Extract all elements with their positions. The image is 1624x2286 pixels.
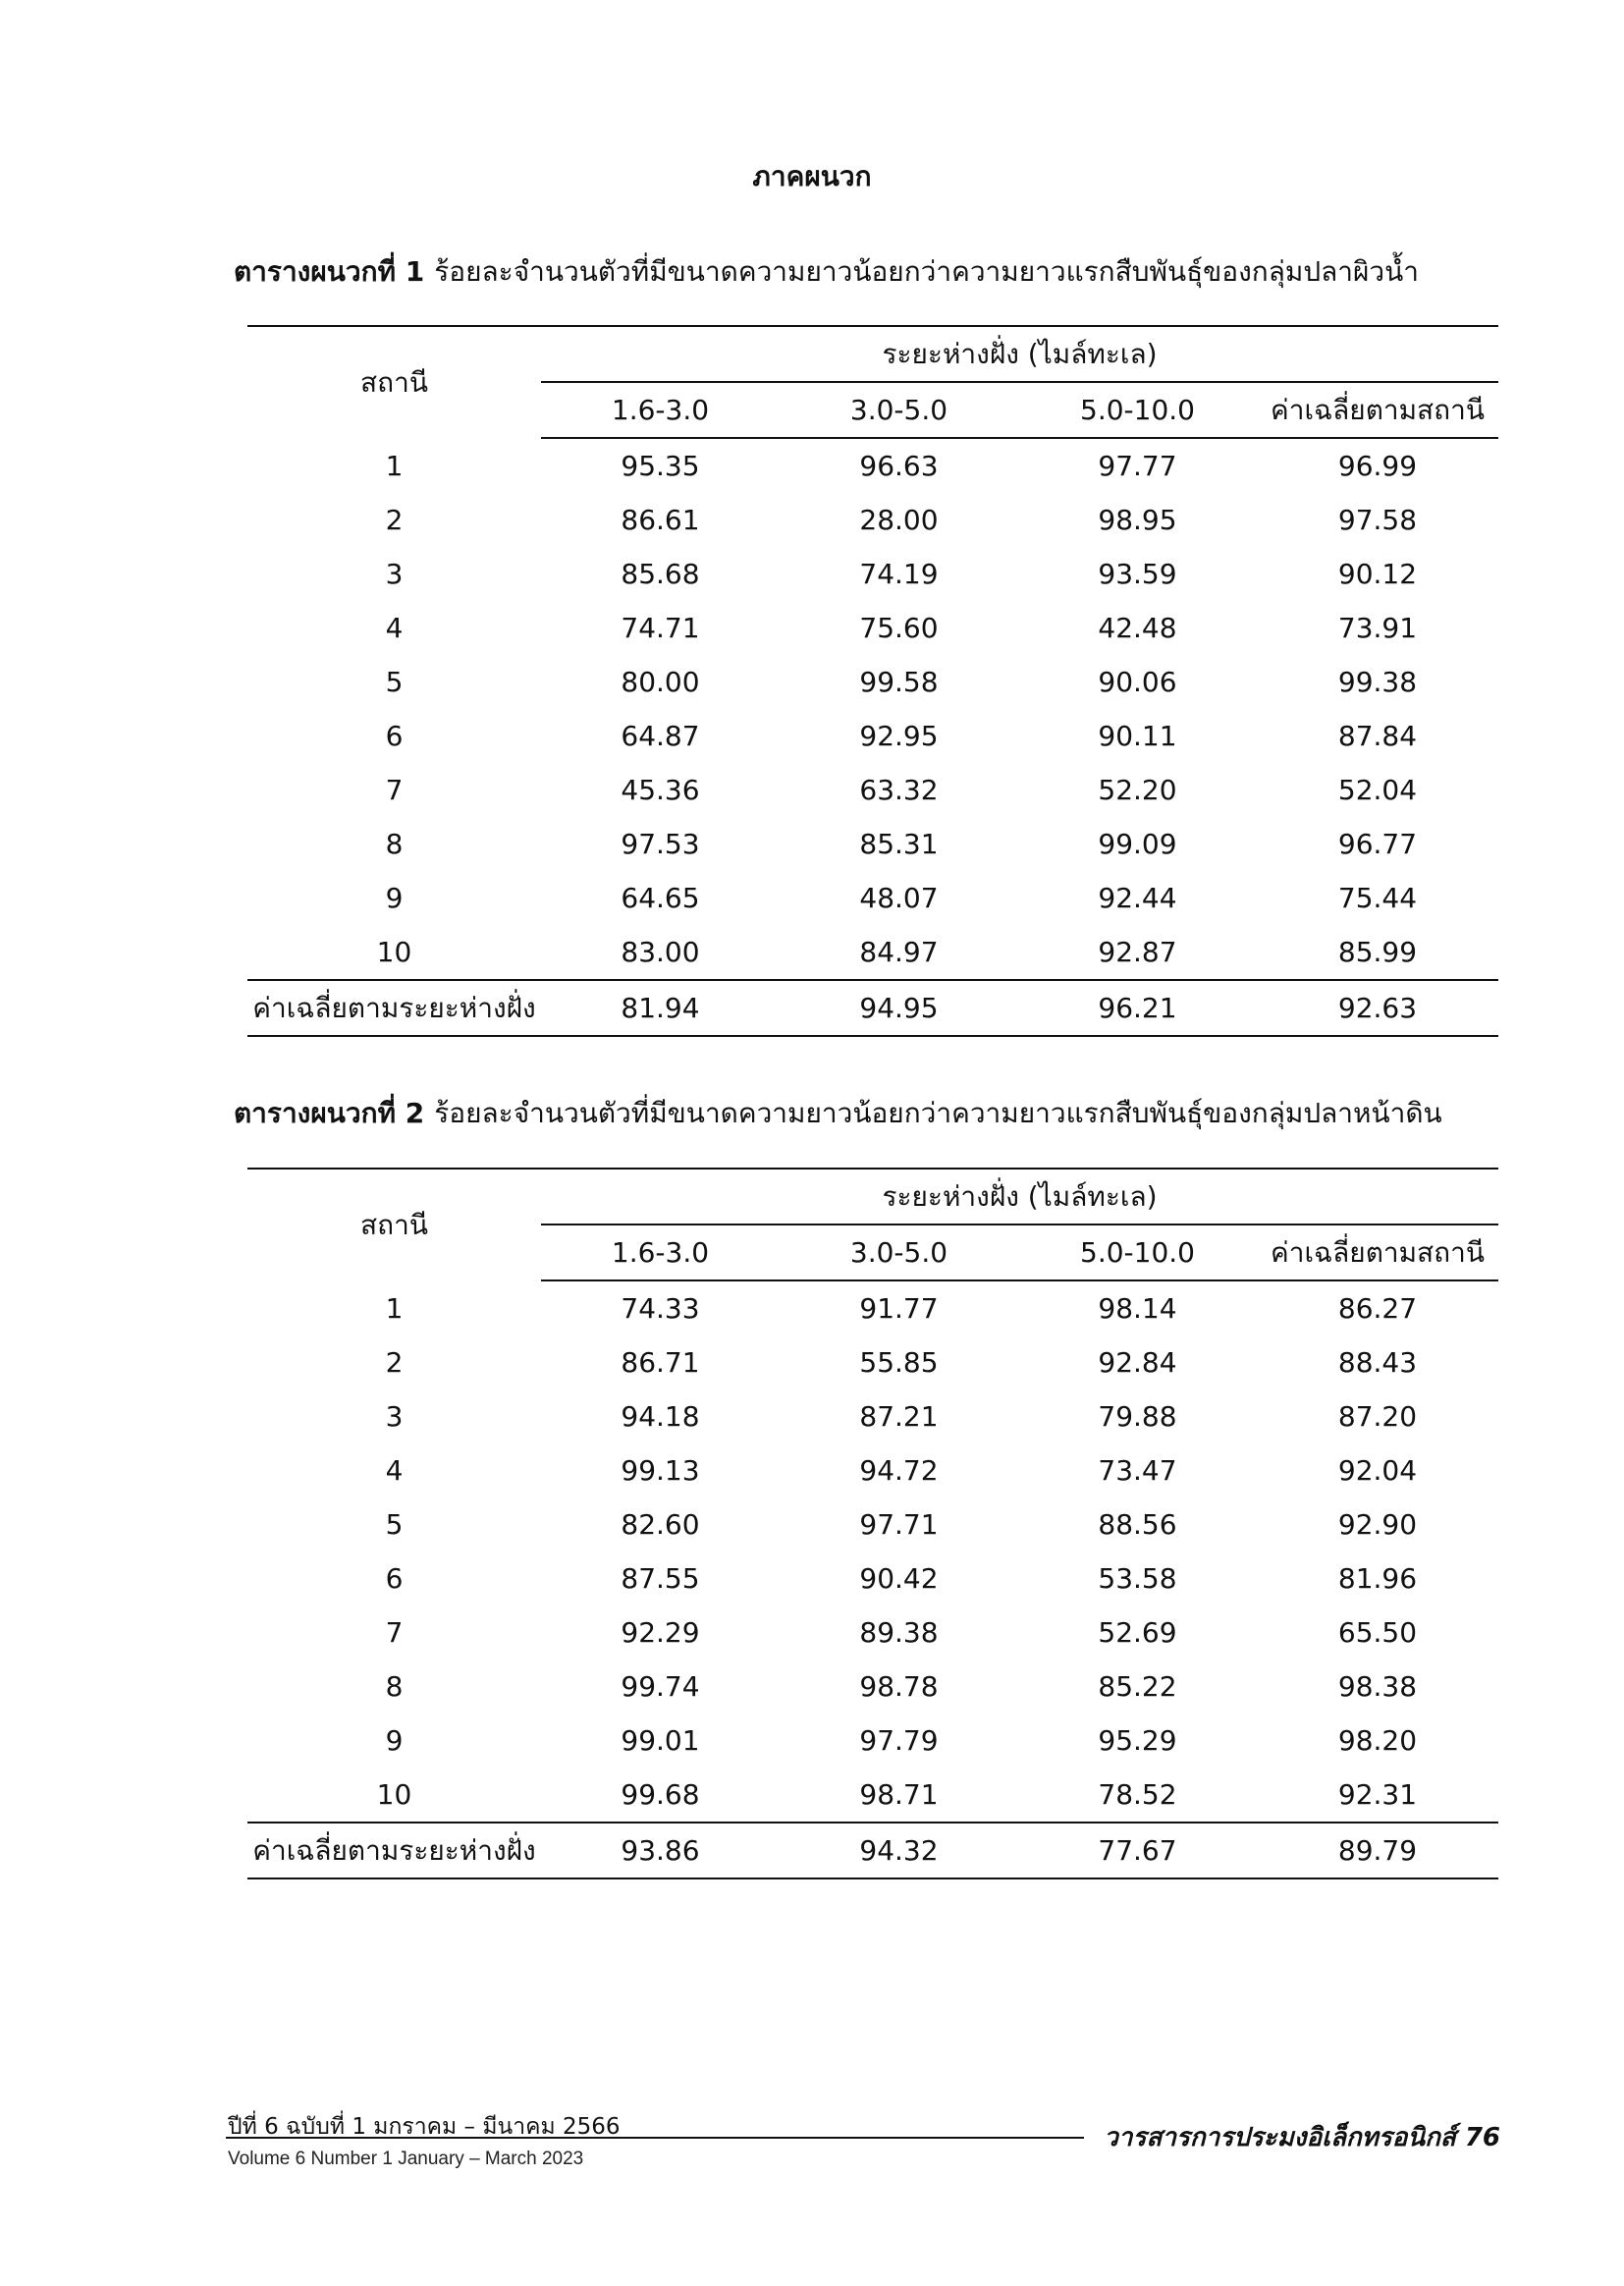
page-number: 76 [1464,2123,1500,2152]
table-1 [247,325,1498,1037]
average-row-label: ค่าเฉลี่ยตามระยะห่างฝั่ง [247,1823,541,1878]
column-header: ค่าเฉลี่ยตามสถานี [1257,1225,1498,1280]
table-cell: 92.29 [621,1616,700,1649]
table-cell: 94.18 [621,1400,700,1433]
table-cell: 99.13 [621,1454,700,1487]
station-number: 7 [385,1616,404,1649]
table-cell: 98.20 [1337,1724,1418,1757]
station-number: 2 [385,1346,404,1379]
table-cell: 94.95 [780,980,1018,1036]
table-cell: 85.68 [621,558,700,590]
column-header: 5.0-10.0 [1018,382,1257,438]
station-number: 3 [385,558,404,590]
table-cell: 77.67 [1018,1823,1257,1878]
table-cell: 45.36 [621,774,700,806]
station-number: 4 [385,612,404,644]
table-row [247,1497,1498,1551]
station-number: 5 [385,1508,404,1541]
table-cell: 85.99 [1337,936,1418,968]
appendix-heading: ภาคผนวก [752,160,872,192]
table-cell: 89.79 [1257,1823,1498,1878]
station-number: 3 [385,1400,404,1433]
table-cell: 93.59 [1098,558,1177,590]
table-cell: 90.06 [1098,666,1177,698]
column-header: 1.6-3.0 [541,1225,780,1280]
table-cell: 98.71 [859,1778,939,1811]
station-number: 7 [385,774,404,806]
table-cell: 52.69 [1098,1616,1177,1649]
table-row [247,1335,1498,1389]
table-cell: 96.77 [1337,828,1418,860]
station-number: 8 [385,828,404,860]
column-header: 3.0-5.0 [780,382,1018,438]
table-cell: 85.22 [1098,1670,1177,1703]
table-cell: 63.32 [859,774,939,806]
table-cell: 75.44 [1337,882,1418,914]
table-cell: 96.99 [1337,450,1418,482]
table-cell: 83.00 [621,936,700,968]
table-cell: 78.52 [1098,1778,1177,1811]
table-cell: 90.11 [1098,720,1177,752]
table-cell: 74.19 [859,558,939,590]
column-header: 1.6-3.0 [541,382,780,438]
table-cell: 99.68 [621,1778,700,1811]
table-2 [247,1168,1498,1879]
table-cell: 98.78 [859,1670,939,1703]
table-row [247,1660,1498,1714]
table-cell: 81.96 [1337,1562,1418,1595]
station-header: สถานี [247,1169,541,1280]
column-header: ค่าเฉลี่ยตามสถานี [1257,382,1498,438]
table-row [247,1551,1498,1606]
table-row [247,1768,1498,1823]
table-cell: 55.85 [859,1346,939,1379]
table-cell: 99.01 [621,1724,700,1757]
table-cell: 99.09 [1098,828,1177,860]
table-cell: 93.86 [541,1823,780,1878]
table-cell: 28.00 [859,504,939,536]
station-number: 9 [385,1724,404,1757]
table-cell: 92.95 [859,720,939,752]
table-row [247,547,1498,601]
table-row [247,1280,1498,1335]
table-cell: 92.04 [1337,1454,1418,1487]
table-2-caption-text: ร้อยละจำนวนตัวที่มีขนาดความยาวน้อยกว่าความยาวแรกสืบพันธุ์ของกลุ่มปลาหน้าดิน [434,1097,1442,1129]
table-cell: 94.32 [780,1823,1018,1878]
table-cell: 64.87 [621,720,700,752]
table-cell: 97.77 [1098,450,1177,482]
station-number: 1 [385,449,404,482]
table-cell: 98.95 [1098,504,1177,536]
table-cell: 86.71 [621,1346,700,1379]
average-row-label: ค่าเฉลี่ยตามระยะห่างฝั่ง [247,980,541,1036]
station-number: 10 [376,1778,412,1811]
table-2-caption [234,1092,1510,1135]
table-row [247,763,1498,817]
column-header: 5.0-10.0 [1018,1225,1257,1280]
distance-group-header: ระยะห่างฝั่ง (ไมล์ทะเล) [541,326,1498,382]
station-number: 10 [376,936,412,968]
table-cell: 92.31 [1337,1778,1418,1811]
station-number: 6 [385,1562,404,1595]
table-row [247,1606,1498,1660]
station-number: 2 [385,504,404,536]
table-cell: 84.97 [859,936,939,968]
table-cell: 97.71 [859,1508,939,1541]
table-cell: 94.72 [859,1454,939,1487]
table-cell: 73.91 [1337,612,1418,644]
station-number: 9 [385,882,404,914]
table-cell: 74.33 [621,1292,700,1325]
table-cell: 96.63 [859,450,939,482]
table-cell: 90.42 [859,1562,939,1595]
table-cell: 75.60 [859,612,939,644]
table-cell: 42.48 [1098,612,1177,644]
table-row [247,655,1498,709]
table-1-caption-label: ตารางผนวกที่ 1 [234,255,425,288]
table-cell: 92.63 [1257,980,1498,1036]
table-cell: 95.35 [621,450,700,482]
table-cell: 92.87 [1098,936,1177,968]
table-cell: 96.21 [1018,980,1257,1036]
table-cell: 92.44 [1098,882,1177,914]
table-cell: 95.29 [1098,1724,1177,1757]
table-row [247,1389,1498,1443]
average-row [247,1823,1498,1878]
station-number: 1 [385,1291,404,1325]
table-1-caption-text: ร้อยละจำนวนตัวที่มีขนาดความยาวน้อยกว่าความยาวแรกสืบพันธุ์ของกลุ่มปลาผิวน้ำ [434,255,1420,288]
table-cell: 52.04 [1337,774,1418,806]
table-cell: 99.58 [859,666,939,698]
table-cell: 88.43 [1337,1346,1418,1379]
table-cell: 80.00 [621,666,700,698]
journal-name: วารสารการประมงอิเล็กทรอนิกส์ [1104,2123,1456,2152]
table-cell: 91.77 [859,1292,939,1325]
table-cell: 48.07 [859,882,939,914]
station-header: สถานี [247,326,541,438]
table-row [247,493,1498,547]
table-cell: 87.20 [1337,1400,1418,1433]
table-cell: 82.60 [621,1508,700,1541]
table-row [247,601,1498,655]
table-cell: 65.50 [1337,1616,1418,1649]
station-number: 8 [385,1670,404,1703]
station-number: 6 [385,720,404,752]
table-row [247,1443,1498,1497]
table-row [247,438,1498,493]
table-cell: 86.27 [1337,1292,1418,1325]
table-row [247,1714,1498,1768]
table-cell: 92.84 [1098,1346,1177,1379]
table-cell: 92.90 [1337,1508,1418,1541]
table-row [247,925,1498,980]
footer-issue-thai: ปีที่ 6 ฉบับที่ 1 มกราคม – มีนาคม 2566 [228,2114,621,2140]
average-row [247,980,1498,1036]
table-cell: 87.84 [1337,720,1418,752]
table-cell: 98.38 [1337,1670,1418,1703]
table-cell: 97.79 [859,1724,939,1757]
table-cell: 64.65 [621,882,700,914]
table-1-caption [234,250,1510,294]
table-cell: 81.94 [541,980,780,1036]
footer-issue-english: Volume 6 Number 1 January – March 2023 [228,2149,584,2169]
table-row [247,871,1498,925]
table-2-caption-label: ตารางผนวกที่ 2 [234,1097,425,1129]
table-cell: 88.56 [1098,1508,1177,1541]
table-cell: 79.88 [1098,1400,1177,1433]
footer-journal [1104,2117,1500,2157]
station-number: 5 [385,666,404,698]
station-number: 4 [385,1454,404,1487]
column-header: 3.0-5.0 [780,1225,1018,1280]
table-cell: 89.38 [859,1616,939,1649]
table-cell: 87.55 [621,1562,700,1595]
table-cell: 73.47 [1098,1454,1177,1487]
table-cell: 90.12 [1337,558,1418,590]
table-cell: 52.20 [1098,774,1177,806]
table-cell: 53.58 [1098,1562,1177,1595]
table-cell: 99.38 [1337,666,1418,698]
table-row [247,709,1498,763]
footer-rule [226,2137,1084,2139]
table-cell: 86.61 [621,504,700,536]
table-cell: 97.58 [1337,504,1418,536]
table-cell: 99.74 [621,1670,700,1703]
distance-group-header: ระยะห่างฝั่ง (ไมล์ทะเล) [541,1169,1498,1225]
table-cell: 85.31 [859,828,939,860]
table-cell: 87.21 [859,1400,939,1433]
table-cell: 97.53 [621,828,700,860]
table-row [247,817,1498,871]
table-cell: 74.71 [621,612,700,644]
table-cell: 98.14 [1098,1292,1177,1325]
